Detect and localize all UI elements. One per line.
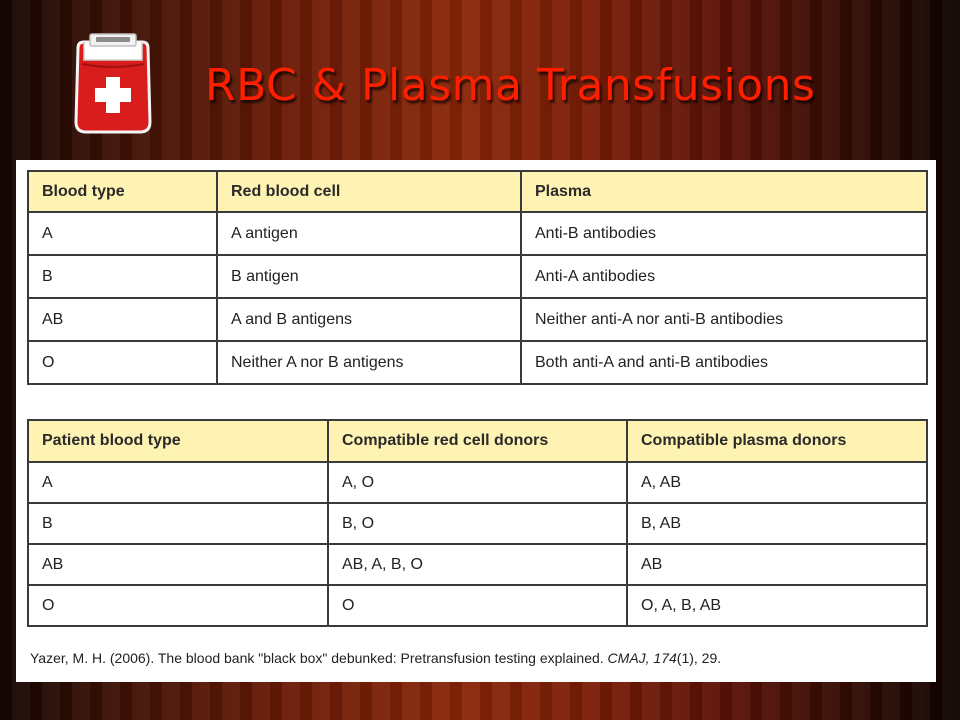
table-row	[28, 255, 927, 298]
blood-bag-icon	[68, 30, 158, 136]
table-cell: B, O	[328, 503, 627, 544]
citation-text: Yazer, M. H. (2006). The blood bank "black box" debunked: Pretransfusion testing explained.	[30, 650, 608, 666]
table-cell: O, A, B, AB	[627, 585, 927, 626]
table-cell: AB	[28, 298, 217, 341]
donor-compatibility-table	[27, 419, 928, 627]
table-cell: A	[28, 212, 217, 255]
table-cell: AB	[28, 544, 328, 585]
slide-title: RBC & Plasma Transfusions	[205, 60, 816, 111]
table-row	[28, 341, 927, 384]
table-cell: B	[28, 255, 217, 298]
table-cell: Anti-B antibodies	[521, 212, 927, 255]
table-cell: A	[28, 462, 328, 503]
table-row	[28, 544, 927, 585]
table-cell: B, AB	[627, 503, 927, 544]
column-header: Patient blood type	[28, 420, 328, 462]
citation	[30, 650, 925, 666]
content-panel	[16, 160, 936, 682]
table-cell: A antigen	[217, 212, 521, 255]
table-header-row	[28, 420, 927, 462]
table-row	[28, 503, 927, 544]
citation-journal: CMAJ, 174	[607, 650, 677, 666]
table-cell: Anti-A antibodies	[521, 255, 927, 298]
table-header-row	[28, 171, 927, 212]
column-header: Compatible plasma donors	[627, 420, 927, 462]
table-row	[28, 585, 927, 626]
table-cell: A and B antigens	[217, 298, 521, 341]
column-header: Red blood cell	[217, 171, 521, 212]
column-header: Plasma	[521, 171, 927, 212]
column-header: Compatible red cell donors	[328, 420, 627, 462]
table-row	[28, 462, 927, 503]
table-cell: Both anti-A and anti-B antibodies	[521, 341, 927, 384]
column-header: Blood type	[28, 171, 217, 212]
blood-type-antigen-table	[27, 170, 928, 385]
table-cell: O	[28, 341, 217, 384]
table-cell: Neither A nor B antigens	[217, 341, 521, 384]
table-cell: Neither anti-A nor anti-B antibodies	[521, 298, 927, 341]
table-row	[28, 212, 927, 255]
table-cell: AB	[627, 544, 927, 585]
table-cell: A, O	[328, 462, 627, 503]
table-cell: B antigen	[217, 255, 521, 298]
table-cell: O	[28, 585, 328, 626]
table-cell: AB, A, B, O	[328, 544, 627, 585]
table-cell: B	[28, 503, 328, 544]
table-cell: A, AB	[627, 462, 927, 503]
citation-issue: (1), 29.	[676, 650, 722, 666]
table-row	[28, 298, 927, 341]
table-cell: O	[328, 585, 627, 626]
